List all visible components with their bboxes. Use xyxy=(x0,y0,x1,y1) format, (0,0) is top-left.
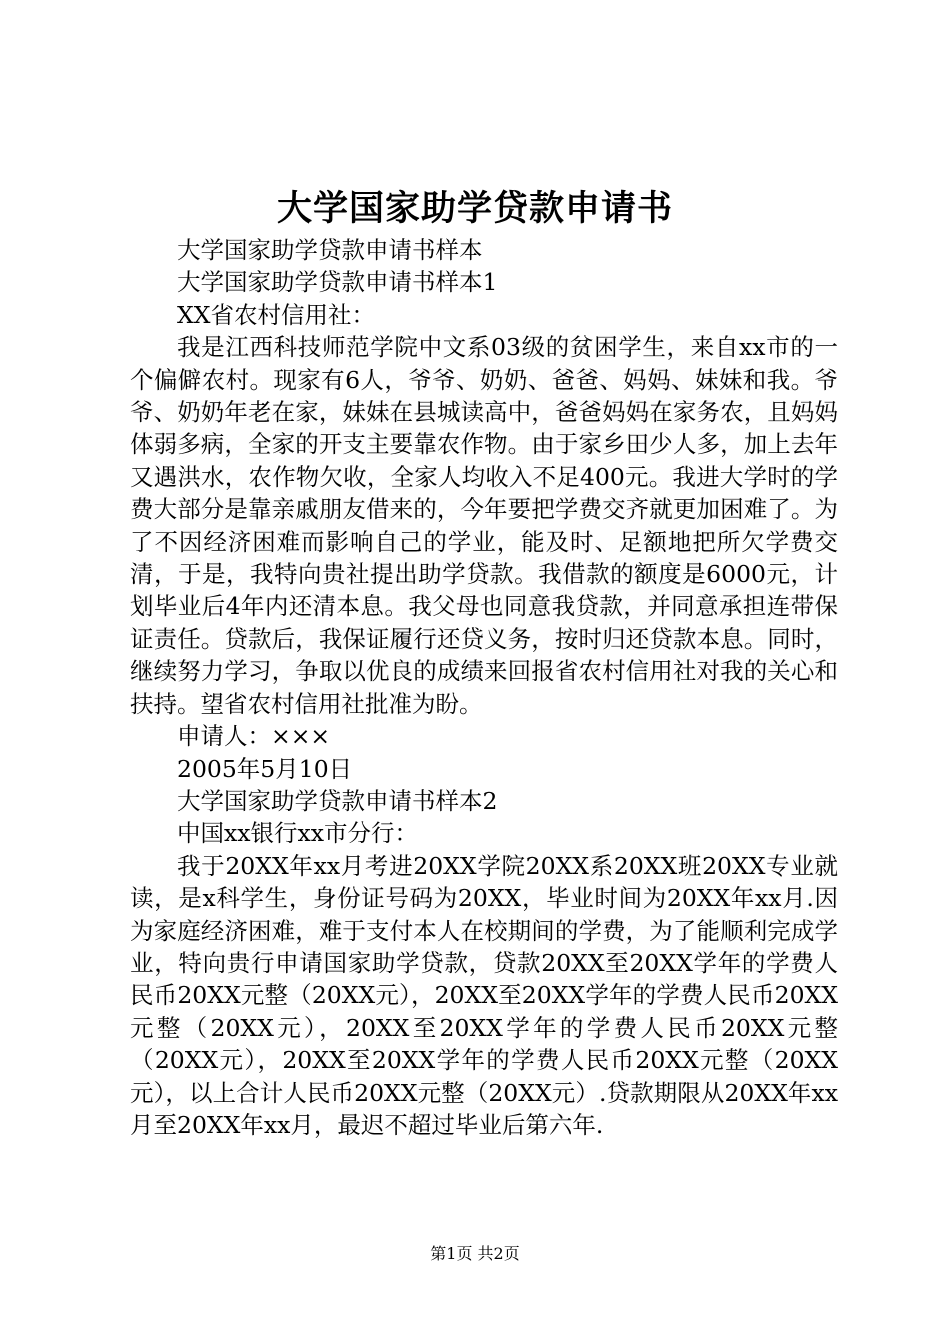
paragraph-date: 2005年5月10日 xyxy=(177,754,353,783)
paragraph-body-2: 我于20XX年xx月考进20XX学院20XX系20XX班20XX专业就读，是x科学生，身份证号码为20XX，毕业时间为20XX年xx月.因为家庭经济困难，难于支付本人在校期间的学费，为了能顺利完成学业，特向贵行申请国家助学贷款，贷款20XX至20XX学年的学费人民币20XX元整（20XX元），20XX至20XX学年的学费人民币20XX元整（20XX元），20XX至20XX学年的学费人民币20XX元整（20XX元），20XX至20XX学年的学费人民币20XX元整（20XX元），以上合计人民币20XX元整（20XX元）.贷款期限从20XX年xx月至20XX年xx月，最迟不超过毕业后第六年. xyxy=(130,851,838,1139)
paragraph-applicant: 申请人：××× xyxy=(177,722,331,751)
page-footer: 第1页 共2页 xyxy=(430,1244,520,1263)
paragraph-sample-heading: 大学国家助学贷款申请书样本 xyxy=(177,236,483,264)
document-title: 大学国家助学贷款申请书 xyxy=(276,188,673,229)
paragraph-sample-1-heading: 大学国家助学贷款申请书样本1 xyxy=(177,268,498,297)
document-body xyxy=(130,234,838,1141)
paragraph-sample-2-heading: 大学国家助学贷款申请书样本2 xyxy=(177,786,498,815)
paragraph-body-1: 我是江西科技师范学院中文系03级的贫困学生，来自xx市的一个偏僻农村。现家有6人，爷爷、奶奶、爸爸、妈妈、妹妹和我。爷爷、奶奶年老在家，妹妹在县城读高中，爸爸妈妈在家务农，且妈妈体弱多病，全家的开支主要靠农作物。由于家乡田少人多，加上去年又遇洪水，农作物欠收，全家人均收入不足400元。我进大学时的学费大部分是靠亲戚朋友借来的，今年要把学费交齐就更加困难了。为了不因经济困难而影响自己的学业，能及时、足额地把所欠学费交清，于是，我特向贵社提出助学贷款。我借款的额度是6000元，计划毕业后4年内还清本息。我父母也同意我贷款，并同意承担连带保证责任。贷款后，我保证履行还贷义务，按时归还贷款本息。同时，继续努力学习，争取以优良的成绩来回报省农村信用社对我的关心和扶持。望省农村信用社批准为盼。 xyxy=(130,333,838,718)
paragraph-salutation-2: 中国xx银行xx市分行： xyxy=(177,819,419,848)
paragraph-salutation-1: XX省农村信用社： xyxy=(177,300,375,329)
